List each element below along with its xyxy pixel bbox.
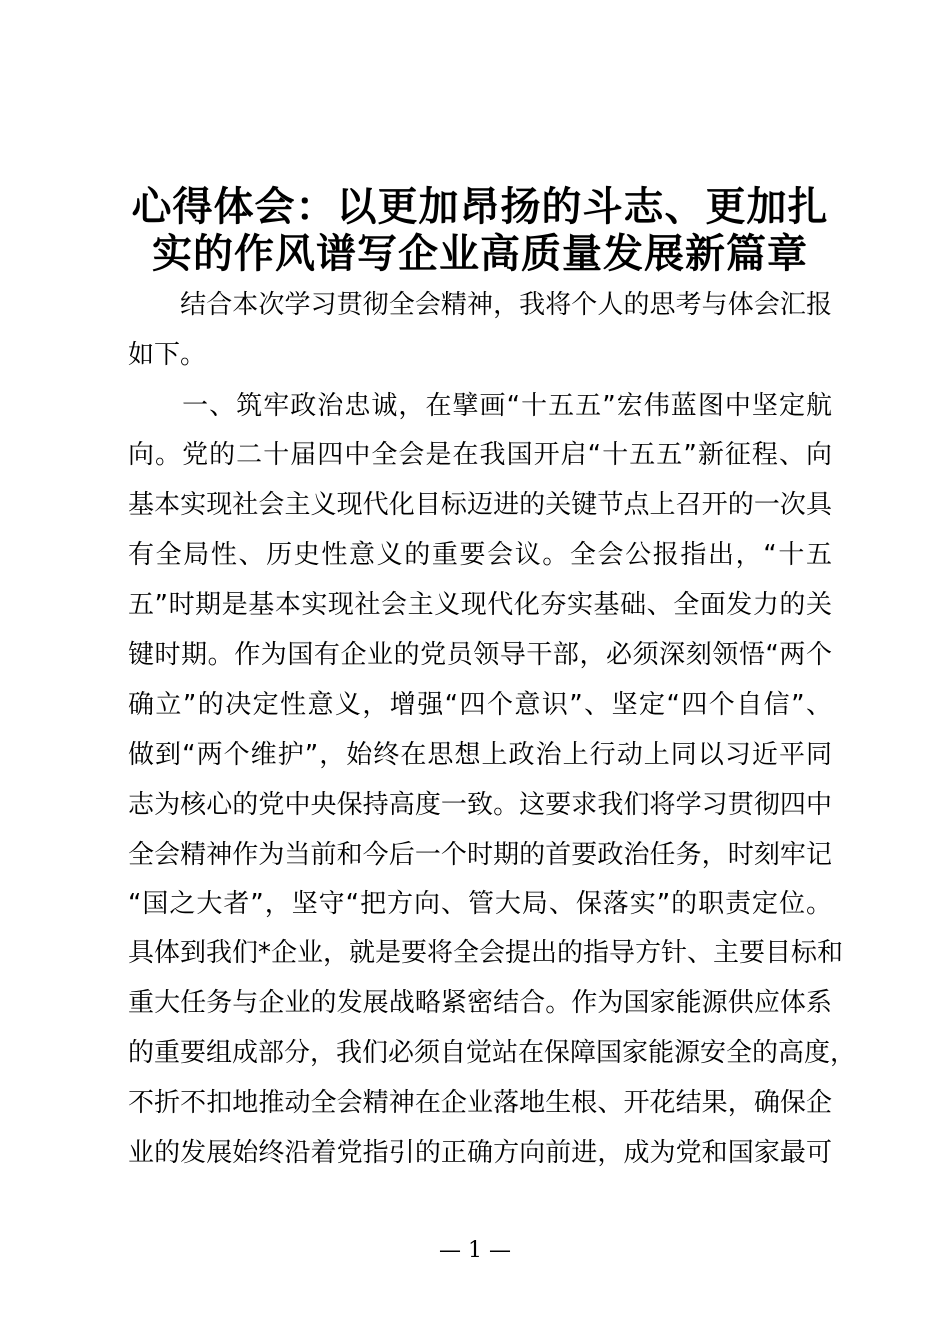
body-text-line: 如下。 xyxy=(128,340,207,370)
body-text-line: 重大任务与企业的发展战略紧密结合。作为国家能源供应体系 xyxy=(128,988,832,1018)
body-text-line: 确立”的决定性意义，增强“四个意识”、坚定“四个自信”、 xyxy=(128,690,832,720)
body-text-line: 向。党的二十届四中全会是在我国开启“十五五”新征程、向 xyxy=(128,440,832,470)
page-number: — 1 — xyxy=(439,1238,511,1263)
body-text-line: 五”时期是基本实现社会主义现代化夯实基础、全面发力的关 xyxy=(128,590,832,620)
body-text-line: 有全局性、历史性意义的重要会议。全会公报指出，“十五 xyxy=(128,540,832,570)
body-text-line: 志为核心的党中央保持高度一致。这要求我们将学习贯彻四中 xyxy=(128,790,832,820)
body-text-line: 结合本次学习贯彻全会精神，我将个人的思考与体会汇报 xyxy=(128,290,832,320)
document-title-line-1: 心得体会：以更加昂扬的斗志、更加扎 xyxy=(131,184,829,230)
body-text-line: 基本实现社会主义现代化目标迈进的关键节点上召开的一次具 xyxy=(128,490,832,520)
body-text-line: 业的发展始终沿着党指引的正确方向前进，成为党和国家最可 xyxy=(128,1138,832,1168)
body-text-line: 的重要组成部分，我们必须自觉站在保障国家能源安全的高度， xyxy=(128,1038,857,1068)
body-text-line: 不折不扣地推动全会精神在企业落地生根、开花结果，确保企 xyxy=(128,1088,832,1118)
body-text-line: 具体到我们*企业，就是要将全会提出的指导方针、主要目标和 xyxy=(128,938,844,968)
body-text-line: 做到“两个维护”，始终在思想上政治上行动上同以习近平同 xyxy=(128,740,832,770)
document-title-line-2: 实的作风谱写企业高质量发展新篇章 xyxy=(152,231,808,277)
body-text-line: 一、筑牢政治忠诚，在擘画“十五五”宏伟蓝图中坚定航 xyxy=(128,391,832,421)
body-text-line: 全会精神作为当前和今后一个时期的首要政治任务，时刻牢记 xyxy=(128,840,832,870)
body-text-line: “国之大者”，坚守“把方向、管大局、保落实”的职责定位。 xyxy=(128,889,832,919)
body-text-line: 键时期。作为国有企业的党员领导干部，必须深刻领悟“两个 xyxy=(128,640,832,670)
